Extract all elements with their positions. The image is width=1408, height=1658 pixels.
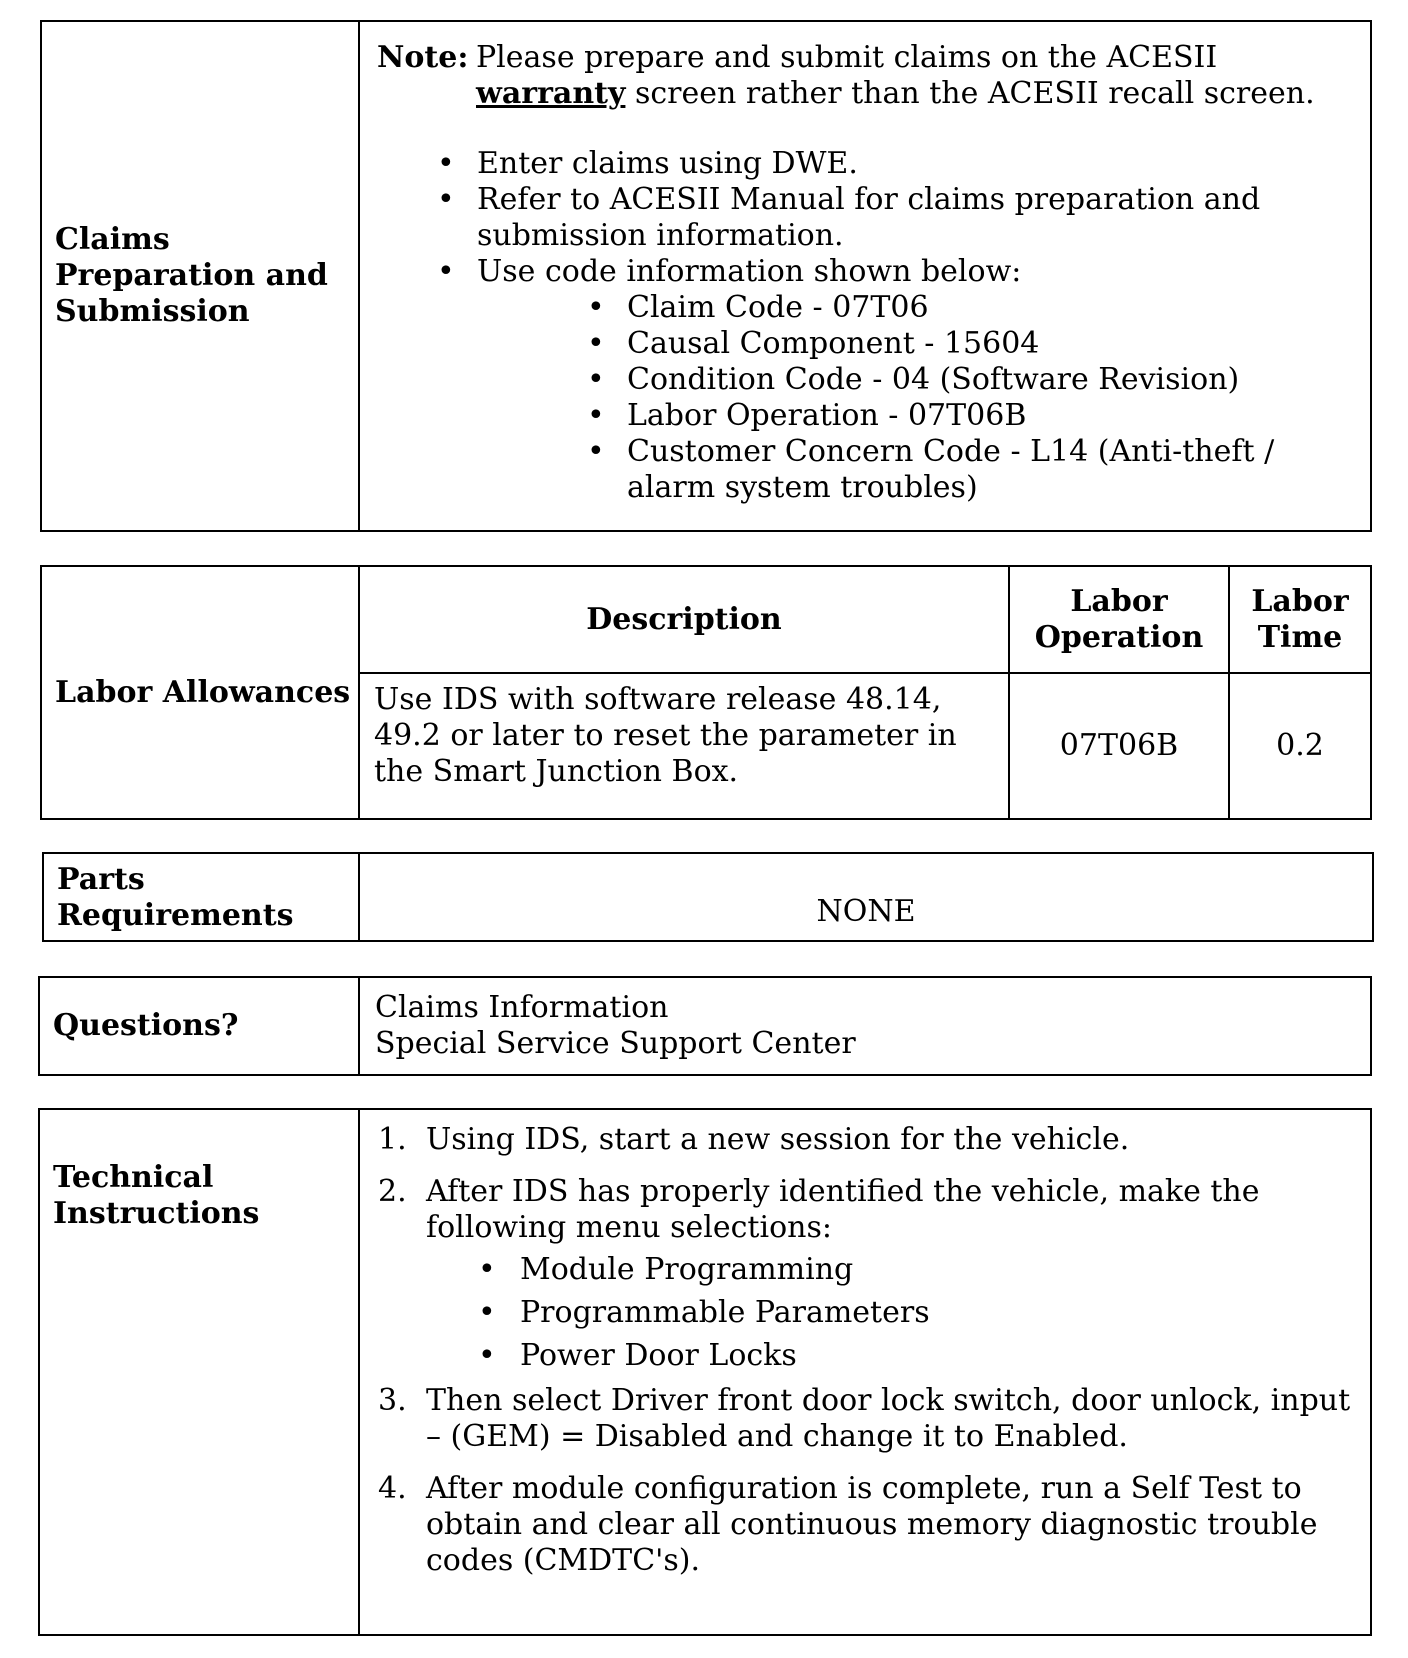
- parts-value: NONE: [816, 894, 916, 929]
- claims-section: [40, 20, 1372, 532]
- list-item: • Use code information shown below:: [377, 254, 1354, 290]
- table-header-row: [360, 567, 1370, 673]
- questions-line2: Special Service Support Center: [375, 1026, 856, 1061]
- header-time: Labor Time: [1229, 567, 1370, 673]
- parts-content: [360, 854, 1372, 940]
- technical-label: Technical Instructions: [40, 1110, 360, 1634]
- claims-content: [360, 22, 1370, 530]
- questions-line1: Claims Information: [375, 990, 669, 1025]
- step-2: [360, 1174, 1356, 1246]
- claims-codes: [377, 290, 1354, 506]
- parts-section: [42, 852, 1374, 942]
- cell-description: Use IDS with software release 48.14, 49.2 or later to reset the parameter in the Smart Junction Box.: [360, 673, 1009, 818]
- claims-label: Claims Preparation and Submission: [42, 22, 360, 530]
- labor-label: Labor Allowances: [42, 567, 360, 818]
- code-item: • Customer Concern Code - L14 (Anti-theft / alarm system troubles): [377, 434, 1354, 506]
- questions-label: Questions?: [40, 978, 360, 1074]
- step-text: After module configuration is complete, run a Self Test to obtain and clear all continuous memory diagnostic trouble codes (CMDTC's).: [426, 1471, 1318, 1578]
- step-number: 4.: [378, 1471, 407, 1506]
- step-text: After IDS has properly identified the vehicle, make the following menu selections:: [426, 1174, 1260, 1245]
- table-row: [360, 673, 1370, 818]
- code-item: • Condition Code - 04 (Software Revision): [377, 362, 1354, 398]
- step-number: 2.: [378, 1174, 407, 1209]
- cell-time: 0.2: [1229, 673, 1370, 818]
- claims-note: [377, 40, 1354, 112]
- step-4: [360, 1471, 1356, 1579]
- questions-section: [38, 976, 1372, 1076]
- note-text-after: screen rather than the ACESII recall screen.: [634, 76, 1315, 111]
- step-text: Then select Driver front door lock switch, door unlock, input – (GEM) = Disabled and change it to Enabled.: [426, 1383, 1351, 1454]
- step-1: [360, 1122, 1356, 1158]
- claims-bullets: [377, 146, 1354, 290]
- list-item: • Power Door Locks: [360, 1338, 1356, 1374]
- note-emphasis: warranty: [476, 76, 626, 111]
- step-number: 3.: [378, 1383, 407, 1418]
- technical-content: [360, 1110, 1370, 1634]
- labor-table: [360, 567, 1370, 818]
- step-3: [360, 1383, 1356, 1455]
- header-operation: Labor Operation: [1009, 567, 1229, 673]
- cell-operation: 07T06B: [1009, 673, 1229, 818]
- code-item: • Causal Component - 15604: [377, 326, 1354, 362]
- parts-label: Parts Requirements: [44, 854, 360, 940]
- questions-content: [360, 978, 1370, 1074]
- labor-section: [40, 565, 1372, 820]
- code-item: • Claim Code - 07T06: [377, 290, 1354, 326]
- step-text: Using IDS, start a new session for the vehicle.: [426, 1122, 1130, 1157]
- menu-selections: [360, 1252, 1356, 1374]
- list-item: • Programmable Parameters: [360, 1295, 1356, 1331]
- labor-content: [360, 567, 1370, 818]
- header-description: Description: [360, 567, 1009, 673]
- technical-section: [38, 1108, 1372, 1636]
- list-item: • Module Programming: [360, 1252, 1356, 1288]
- list-item: • Refer to ACESII Manual for claims preparation and submission information.: [377, 182, 1354, 254]
- note-text-before: Please prepare and submit claims on the ACESII: [476, 40, 1218, 75]
- code-item: • Labor Operation - 07T06B: [377, 398, 1354, 434]
- step-number: 1.: [378, 1122, 407, 1157]
- note-label: Note:: [377, 40, 469, 75]
- list-item: • Enter claims using DWE.: [377, 146, 1354, 182]
